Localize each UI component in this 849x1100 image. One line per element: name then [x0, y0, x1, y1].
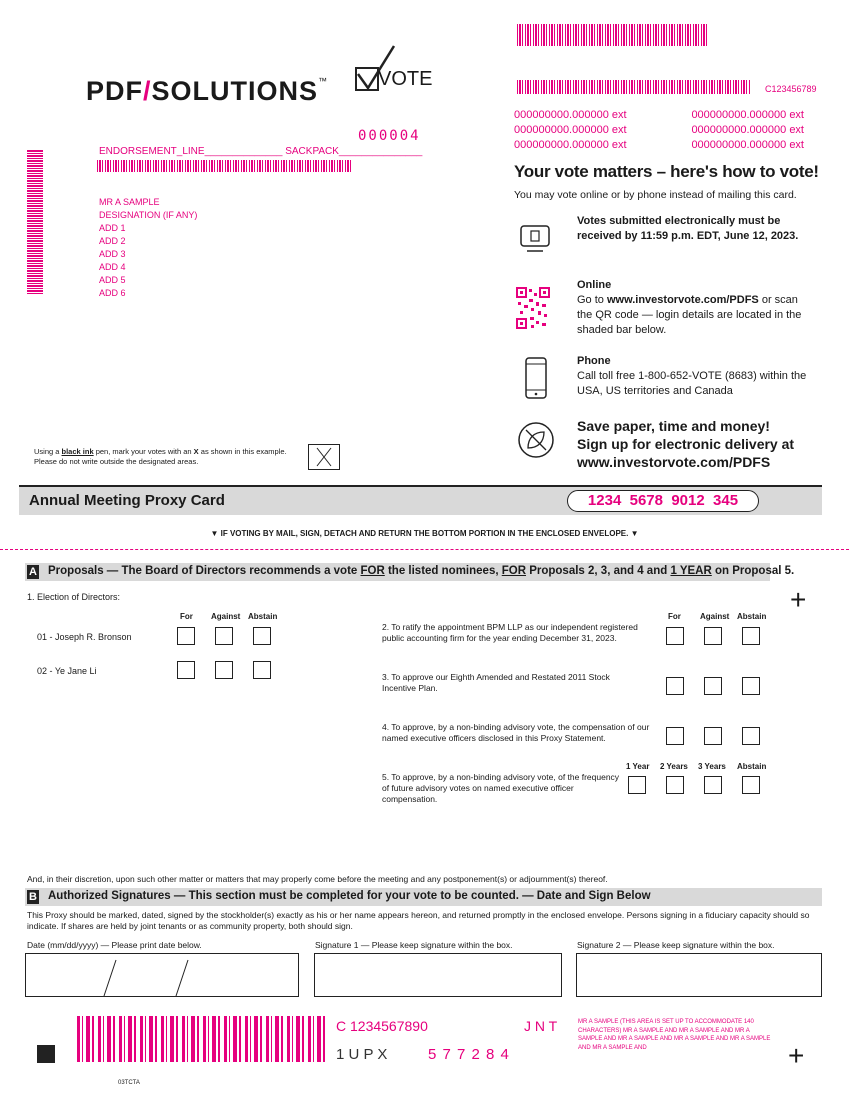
address-line: ADD 5 — [99, 275, 126, 285]
col-for: For — [180, 612, 193, 621]
ext-line: 000000000.000000 ext — [691, 139, 804, 151]
nominee-2-abstain-checkbox[interactable] — [253, 661, 271, 679]
p2-against-checkbox[interactable] — [704, 627, 722, 645]
leaf-icon — [516, 420, 556, 465]
corner-mark — [37, 1045, 55, 1063]
p2-abstain-checkbox[interactable] — [742, 627, 760, 645]
ext-line: 000000000.000000 ext — [514, 139, 627, 151]
endorsement-line: ENDORSEMENT_LINE______________ SACKPACK_______________ — [99, 146, 423, 157]
ext-line: 000000000.000000 ext — [514, 109, 627, 121]
ink-pre: Using a — [34, 447, 62, 456]
online-url-link[interactable]: www.investorvote.com/PDFS — [606, 294, 759, 306]
p5-2-years-checkbox[interactable] — [666, 776, 684, 794]
sequence-number: 000004 — [358, 128, 421, 144]
p4-abstain-checkbox[interactable] — [742, 727, 760, 745]
example-x-box — [308, 444, 340, 470]
p3-for-checkbox[interactable] — [666, 677, 684, 695]
monitor-icon — [518, 222, 552, 259]
proposal-4-text: 4. To approve, by a non-binding advisory vote, the compensation of our named executive officers disclosed in this Proxy Statement. — [382, 722, 650, 743]
address-line: ADD 1 — [99, 223, 126, 233]
id-barcode — [517, 80, 751, 94]
card-title-bar — [19, 485, 822, 515]
qr-code-icon — [516, 287, 550, 334]
col-for-right: For — [668, 612, 681, 621]
ext-line: 000000000.000000 ext — [514, 124, 627, 136]
hdr-for1: FOR — [360, 565, 385, 577]
date-label: Date (mm/dd/yyyy) — Please print date below. — [27, 940, 202, 950]
hdr-one-year: 1 YEAR — [670, 565, 712, 577]
save-paper-text — [577, 417, 794, 471]
p3-against-checkbox[interactable] — [704, 677, 722, 695]
ink-bold: black ink — [61, 447, 94, 456]
nominee-label: 02 - Ye Jane Li — [37, 666, 97, 676]
company-logo — [86, 76, 328, 107]
address-line: ADD 6 — [99, 288, 126, 298]
perforation-line — [0, 549, 849, 550]
col-3-years: 3 Years — [698, 762, 726, 771]
col-1-year: 1 Year — [626, 762, 650, 771]
section-b-header — [25, 888, 822, 906]
nominee-1-for-checkbox[interactable] — [177, 627, 195, 645]
registration-mark-bottom-icon: + — [788, 1040, 805, 1071]
hdr-mid2: Proposals 2, 3, and 4 and — [526, 565, 671, 577]
top-barcode — [517, 24, 707, 46]
col-abstain-right: Abstain — [737, 612, 767, 621]
ext-lines — [514, 108, 804, 153]
logo-slash: / — [143, 76, 152, 106]
signature-1-box[interactable] — [314, 953, 562, 997]
col-abstain: Abstain — [248, 612, 278, 621]
col-against: Against — [211, 612, 241, 621]
online-post: or scan the QR code — login details are located in the shaded bar below. — [577, 294, 802, 336]
proposal-3-text: 3. To approve our Eighth Amended and Restated 2011 Stock Incentive Plan. — [382, 672, 610, 693]
address-line: MR A SAMPLE — [99, 197, 160, 207]
postal-barcode — [97, 160, 351, 172]
signature-2-label: Signature 2 — Please keep signature within the box. — [577, 940, 775, 950]
logo-text-b: SOLUTIONS — [151, 76, 319, 106]
section-b-body: This Proxy should be marked, dated, signed by the stockholder(s) exactly as his or her name appears hereon, and returned promptly in the enclosed envelope. Persons signing in a fiduciary capacity should so indicate. If shares are held by joint tenants or as community property, both should sign. — [27, 910, 810, 931]
address-line: ADD 3 — [99, 249, 126, 259]
control-id: C123456789 — [765, 84, 817, 94]
section-a-letter: A — [27, 565, 39, 579]
section-b-letter: B — [27, 890, 39, 904]
save-line-2: Sign up for electronic delivery at — [577, 436, 795, 452]
signature-1-label: Signature 1 — Please keep signature within the box. — [315, 940, 513, 950]
hdr-post: on Proposal 5. — [711, 565, 795, 577]
x-mark-icon — [309, 445, 339, 469]
logo-tm: ™ — [318, 76, 329, 86]
save-line-3-link[interactable]: www.investorvote.com/PDFS — [577, 454, 771, 470]
footer-code: 5 7 7 2 8 4 — [428, 1046, 510, 1063]
date-slashes-icon — [26, 954, 300, 998]
footer-jnt: J N T — [524, 1018, 558, 1034]
nominee-2-against-checkbox[interactable] — [215, 661, 233, 679]
footer-sample-text: MR A SAMPLE (THIS AREA IS SET UP TO ACCOMMODATE 140 CHARACTERS) MR A SAMPLE AND MR A SAMPLE AND MR A SAMPLE AND MR A SAMPLE AND MR A SAMPLE AND MR A SAMPLE AND MR A SAMPLE AND — [578, 1019, 771, 1051]
date-input[interactable] — [25, 953, 299, 997]
p3-abstain-checkbox[interactable] — [742, 677, 760, 695]
p4-against-checkbox[interactable] — [704, 727, 722, 745]
form-code: 03TCTA — [118, 1080, 140, 1086]
section-a-header — [25, 563, 795, 581]
phone-title: Phone — [577, 355, 611, 367]
nominee-label: 01 - Joseph R. Bronson — [37, 632, 132, 642]
p2-for-checkbox[interactable] — [666, 627, 684, 645]
vote-logo — [354, 44, 434, 94]
signature-2-box[interactable] — [576, 953, 822, 997]
vote-logo-text: VOTE — [378, 68, 433, 90]
ink-x: X — [193, 447, 199, 456]
section-a-title — [48, 565, 794, 577]
hdr-for2: FOR — [501, 565, 527, 577]
ink-tail: as shown in this example. — [198, 447, 287, 456]
address-line: DESIGNATION (IF ANY) — [99, 210, 198, 220]
ink-line2: Please do not write outside the designated areas. — [34, 457, 199, 466]
discretion-text: And, in their discretion, upon such other matter or matters that may properly come before the meeting and any postponement(s) or adjournment(s) thereof. — [27, 874, 608, 884]
ink-instruction — [34, 447, 287, 467]
proposal-2-text: 2. To ratify the appointment BPM LLP as our independent registered public accounting firm for the year ending December 31, 2023. — [382, 622, 638, 643]
p5-abstain-checkbox[interactable] — [742, 776, 760, 794]
online-pre: Go to — [577, 294, 607, 306]
footer-upx: 1 U P X — [336, 1046, 388, 1063]
p4-for-checkbox[interactable] — [666, 727, 684, 745]
mailing-address — [99, 196, 197, 300]
section-b-title: Authorized Signatures — This section must be completed for your vote to be counted. — Date and Sign Below — [48, 890, 651, 902]
proposal-5-text: 5. To approve, by a non-binding advisory vote, of the frequency of future advisory votes on named executive officer compensation. — [382, 772, 620, 804]
election-label: 1. Election of Directors: — [27, 592, 121, 602]
hdr-mid1: the listed nominees, — [384, 565, 502, 577]
online-title: Online — [577, 279, 612, 291]
address-line: ADD 2 — [99, 236, 126, 246]
side-barcode — [27, 150, 43, 294]
nominee-1-against-checkbox[interactable] — [215, 627, 233, 645]
logo-text-a: PDF — [86, 76, 143, 106]
card-title: Annual Meeting Proxy Card — [29, 492, 225, 509]
footer-c-number: C 1234567890 — [336, 1018, 428, 1034]
phone-icon — [524, 356, 548, 405]
col-abstain-p5: Abstain — [737, 762, 767, 771]
address-line: ADD 4 — [99, 262, 126, 272]
ext-line: 000000000.000000 ext — [691, 109, 804, 121]
p5-1-year-checkbox[interactable] — [628, 776, 646, 794]
col-2-years: 2 Years — [660, 762, 688, 771]
vote-subtitle: You may vote online or by phone instead of mailing this card. — [514, 189, 797, 201]
p5-3-years-checkbox[interactable] — [704, 776, 722, 794]
save-line-1: Save paper, time and money! — [577, 418, 770, 434]
vote-title: Your vote matters – here's how to vote! — [514, 162, 819, 181]
col-against-right: Against — [700, 612, 730, 621]
hdr-pre: Proposals — The Board of Directors recommends a vote — [48, 565, 361, 577]
phone-text: Call toll free 1-800-652-VOTE (8683) within the USA, US territories and Canada — [577, 370, 807, 397]
ink-post: pen, mark your votes with an — [93, 447, 194, 456]
online-text — [577, 293, 813, 338]
nominee-1-abstain-checkbox[interactable] — [253, 627, 271, 645]
registration-mark-icon: + — [790, 584, 807, 615]
control-number: 1234 5678 9012 345 — [567, 490, 759, 512]
footer-barcode — [77, 1016, 325, 1062]
detach-notice: ▼ IF VOTING BY MAIL, SIGN, DETACH AND RETURN THE BOTTOM PORTION IN THE ENCLOSED ENVELOPE. ▼ — [210, 529, 639, 538]
ext-line: 000000000.000000 ext — [691, 124, 804, 136]
nominee-2-for-checkbox[interactable] — [177, 661, 195, 679]
deadline-text: Votes submitted electronically must be received by 11:59 p.m. EDT, June 12, 2023. — [577, 215, 799, 242]
